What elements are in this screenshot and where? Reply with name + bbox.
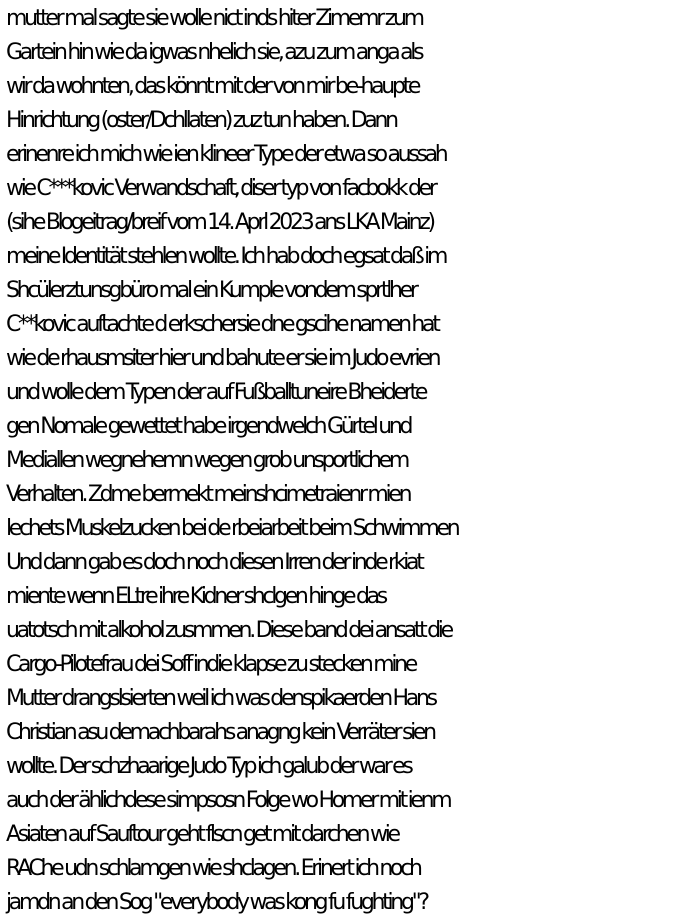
text-line: Mutter drangslsierten weil ich was denspikaerden Hans: [6, 686, 435, 711]
text-line: lechets Muskelzucken bei de rbeiarbeit beim Schwimmen: [6, 516, 458, 541]
text-line: wir da wohnten, das könnt mit der von mir be-haupte: [6, 74, 419, 99]
text-line: mutter mal sagte sie wolle nict inds hiter Zimemr zum: [6, 6, 422, 31]
text-line: Gartein hin wie da igwas nhelich sie, azu zum anga als: [6, 40, 422, 65]
text-line: Cargo-Pilotefrau dei Soff indie klapse zu stecken mine: [6, 652, 416, 677]
text-line: Shcülerztunsgbüro mal ein Kumple vondem sprtlher: [6, 278, 416, 303]
text-line: wie de rhausmsiter hier und bahute er sie im Judo evrien: [6, 346, 439, 371]
document-text: [6, 2, 682, 920]
text-line: Verhalten. Zdme bermekt meinshcimetraienr mien: [6, 482, 410, 507]
text-line: auch der ählichdese simpsosn Folge wo Homer mit ienm: [6, 788, 450, 813]
text-line: RAChe udn schlamgen wie shclagen. Erinert ich noch: [6, 856, 420, 881]
text-line: Und dann gab es doch noch diesen Irren der inde rkiat: [6, 550, 422, 575]
text-line: meine Identität stehlen wollte. Ich hab doch egsat daß im: [6, 244, 446, 269]
text-line: wie C***kovic Verwandschaft, diser typ von facbokk der: [6, 176, 435, 201]
text-line: jamdn an den Sog "everybody was kong fu fughting"?: [6, 890, 427, 915]
text-line: und wolle dem Typen der auf Fußballtuneire Bheiderte: [6, 380, 426, 405]
text-line: gen Nomale gewettet habe irgendwelch Gürtel und: [6, 414, 411, 439]
text-line: C**kovic auftachte d erkschersie dne gscihe namen hat: [6, 312, 438, 337]
text-line: uatotsch mit alkohol zusmmen. Diese band dei ansatt die: [6, 618, 451, 643]
text-line: (sihe Blogeitrag/breif vom 14. Aprl 2023 ans LKA Mainz): [6, 210, 433, 235]
text-line: Mediallen wegnehemn wegen grob unsportlichem: [6, 448, 407, 473]
text-line: Asiaten auf Sauftour geht flscn get mit darchen wie: [6, 822, 398, 847]
text-line: wollte. Der schzhaarige Judo Typ ich galub der war es: [6, 754, 411, 779]
text-line: Hinrichtung (oster/Dchllaten) zuz tun haben. Dann: [6, 108, 396, 133]
text-line: erinenre ich mich wie ien klineer Type der etwa so aussah: [6, 142, 446, 167]
text-line: miente wenn ELtre ihre Kidner shclgen hinge das: [6, 584, 385, 609]
text-line: Christian asu demachbarahs anagng kein Verräter sien: [6, 720, 434, 745]
